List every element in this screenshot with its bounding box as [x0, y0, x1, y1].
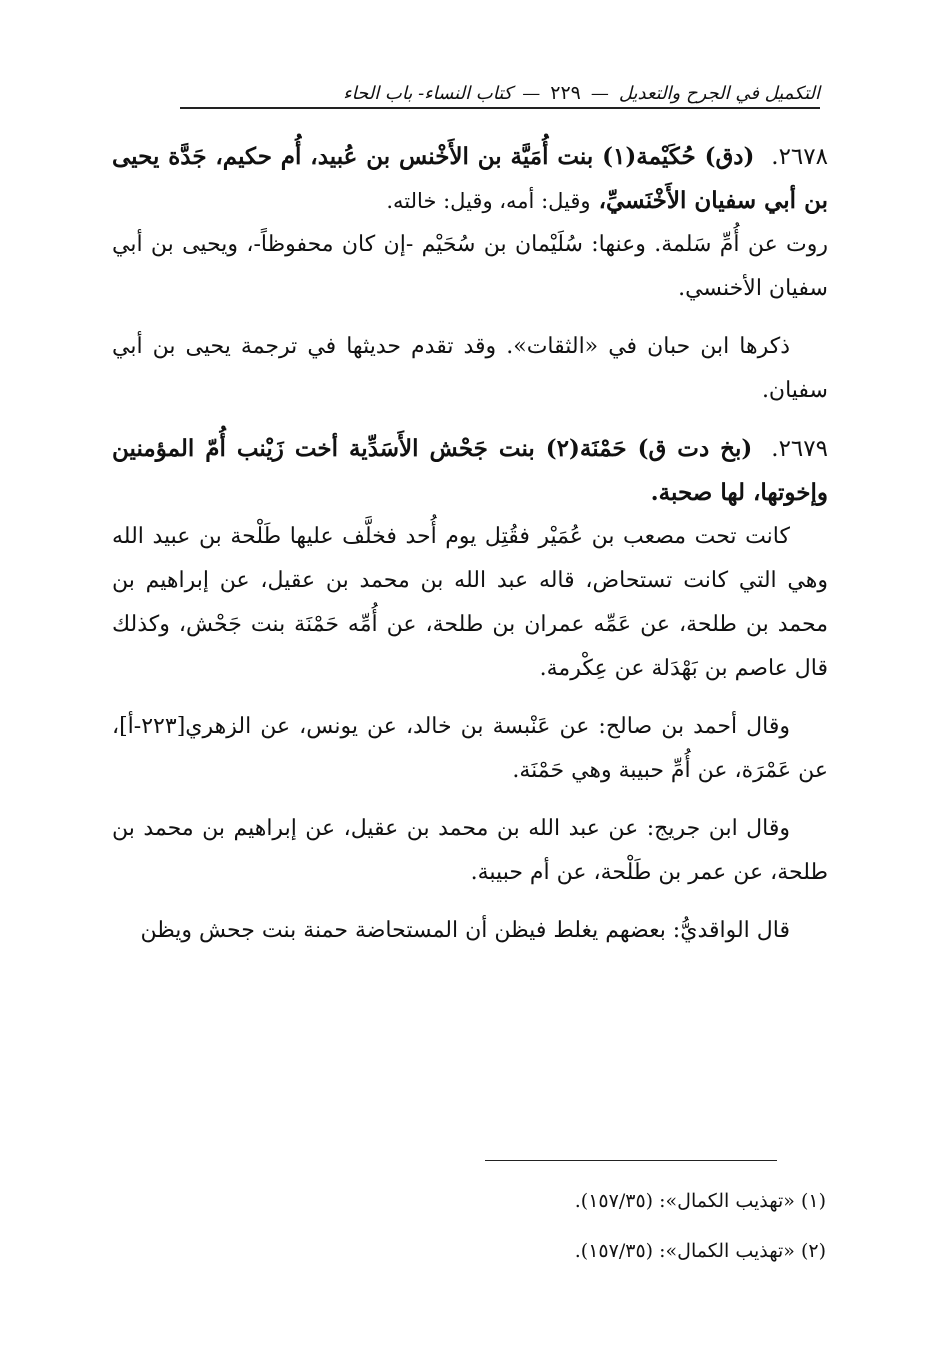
- footnotes: [420, 1176, 826, 1276]
- paragraph: قال الواقديُّ: بعضهم يغلط فيظن أن المستحاضة حمنة بنت جحش ويظن: [140, 918, 790, 943]
- footnote-divider: [485, 1160, 777, 1161]
- entry-number: ٢٦٧٩.: [771, 436, 828, 462]
- footnote: (٢) «تهذيب الكمال»: (١٥٧/٣٥).: [574, 1240, 826, 1262]
- paragraph: ذكرها ابن حبان في «الثقات». وقد تقدم حديثها في ترجمة يحيى بن أبي سفيان.: [112, 334, 828, 403]
- paragraph: روت عن أُمِّ سَلمة. وعنها: سُلَيْمان بن سُحَيْم -إن كان محفوظاً-، ويحيى بن أبي سفيان الأخنسي.: [112, 232, 828, 301]
- footnote: (١) «تهذيب الكمال»: (١٥٧/٣٥).: [574, 1190, 826, 1212]
- section-title: كتاب النساء- باب الحاء: [343, 82, 513, 104]
- running-header: [180, 82, 820, 109]
- entry-number: ٢٦٧٨.: [771, 144, 828, 170]
- paragraph: وقال ابن جريج: عن عبد الله بن محمد بن عقيل، عن إبراهيم بن محمد بن طلحة، عن عمر بن طَلْحة، عن أم حبيبة.: [112, 816, 828, 885]
- header-dash: —: [590, 82, 609, 104]
- page-number: ٢٢٩: [550, 82, 581, 104]
- entry-heading-rest: وقيل: أمه، وقيل: خالته.: [386, 189, 591, 213]
- entry-title: [112, 135, 828, 223]
- header-dash: —: [522, 82, 541, 104]
- paragraph: وقال أحمد بن صالح: عن عَنْبسة بن خالد، عن يونس، عن الزهري[٢٢٣-أ]، عن عَمْرَة، عن أُمِّ حبيبة وهي حَمْنَة.: [112, 714, 828, 783]
- entry-2679: [112, 427, 828, 953]
- entry-heading: (دق) حُكَيْمة(١) بنت أُمَيَّة بن الأَخْنس بن عُبيد، أُم حكيم، جَدَّة يحيى بن أبي سفيان الأَخْنَسيِّ،: [112, 143, 828, 214]
- entry-title: [112, 427, 828, 515]
- paragraph: كانت تحت مصعب بن عُمَيْر فقُتِل يوم أُحد فخلَّف عليها طَلْحة بن عبيد الله وهي التي كانت تستحاض، قاله عبد الله بن محمد بن عقيل، عن إبراهيم بن محمد بن طلحة، عن عَمِّه عمران بن طلحة، عن أُمِّه حَمْنَة بنت جَحْش، وكذلك قال عاصم بن بَهْدَلة عن عِكْرمة.: [112, 524, 828, 681]
- entry-heading: (بخ دت ق) حَمْنَة(٢) بنت جَحْش الأَسَدِّية أخت زَيْنب أُمّ المؤمنين وإخوتها، لها صحبة.: [112, 435, 828, 506]
- book-title: التكميل في الجرح والتعديل: [618, 82, 820, 104]
- entry-2678: [112, 135, 828, 413]
- body-text: [112, 135, 828, 967]
